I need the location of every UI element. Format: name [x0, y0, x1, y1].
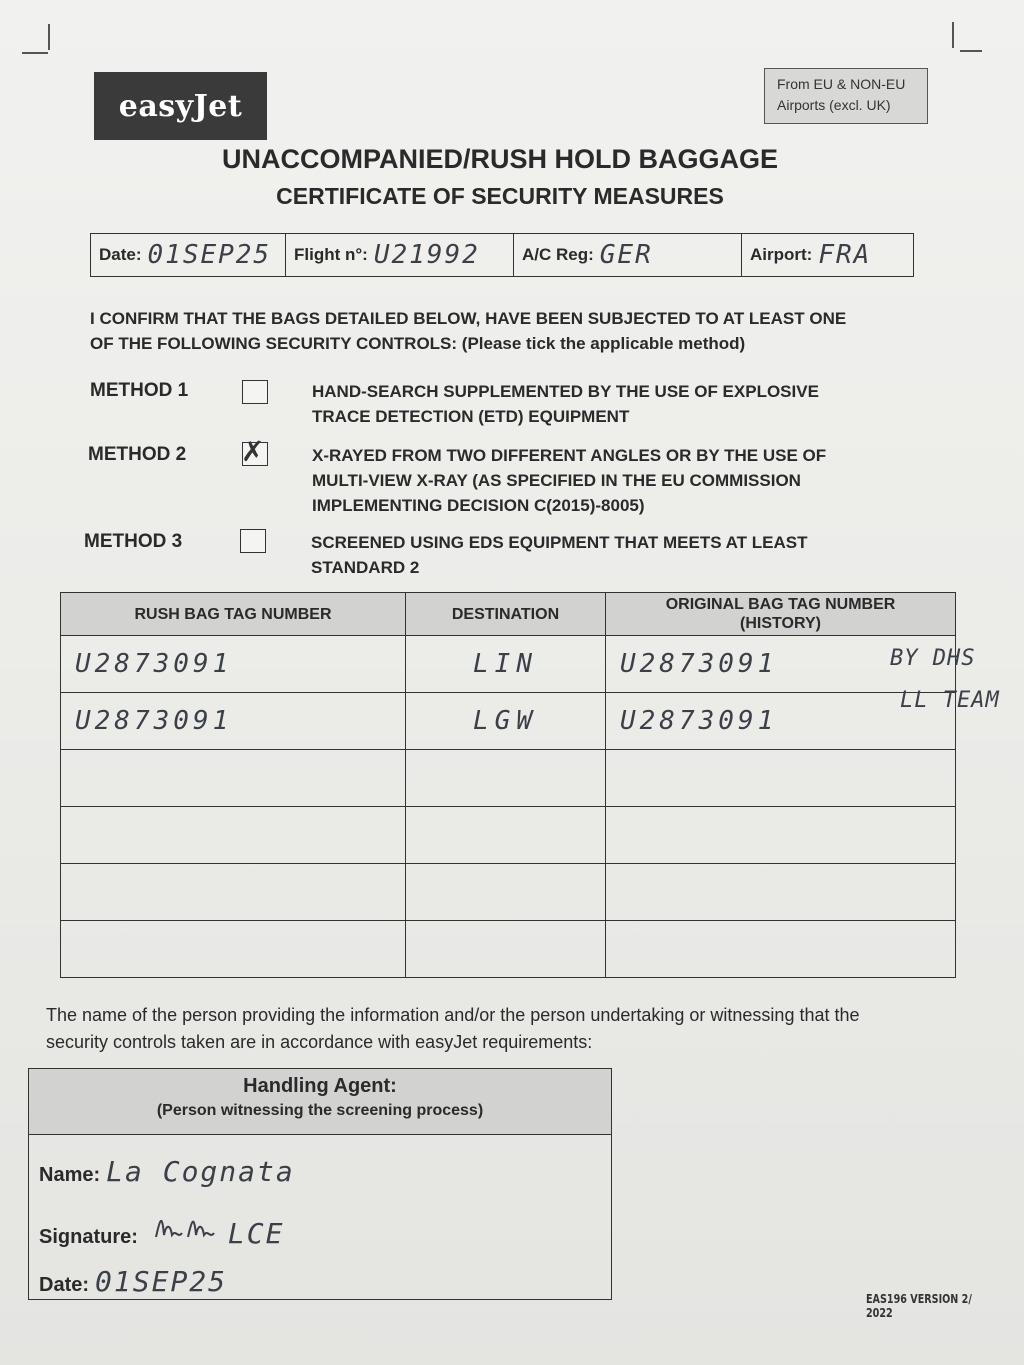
table-row	[61, 864, 956, 921]
document-subtitle: CERTIFICATE OF SECURITY MEASURES	[276, 183, 724, 209]
signature-icon	[152, 1209, 222, 1243]
statement-line-1: The name of the person providing the information and/or the person undertaking or witnessing that the	[46, 1005, 860, 1025]
method-2-label: METHOD 2	[88, 444, 187, 465]
reg-label: A/C Reg:	[522, 245, 594, 264]
rush-tag-cell	[61, 921, 406, 978]
table-row	[61, 807, 956, 864]
agent-date-value: 01SEP25	[95, 1265, 228, 1298]
scope-line-2: Airports (excl. UK)	[777, 97, 891, 113]
method-1-desc-line-1: HAND-SEARCH SUPPLEMENTED BY THE USE OF EXPLOSIVE	[312, 382, 819, 401]
signature-scribble	[152, 1209, 222, 1249]
form-version: EAS196 VERSION 2/ 2022	[866, 1292, 972, 1320]
agent-date-label: Date:	[39, 1274, 90, 1296]
confirm-line-1: I CONFIRM THAT THE BAGS DETAILED BELOW, HAVE BEEN SUBJECTED TO AT LEAST ONE	[90, 309, 847, 328]
table-row	[61, 750, 956, 807]
method-3-desc-line-2: STANDARD 2	[311, 558, 420, 577]
margin-note-2: LL TEAM	[900, 688, 1000, 713]
rush-tag-cell	[61, 807, 406, 864]
column-header-destination: DESTINATION	[406, 593, 606, 636]
reg-value: GER	[599, 240, 653, 270]
confirm-line-2-text: OF THE FOLLOWING SECURITY CONTROLS:	[90, 334, 458, 353]
table-header-row	[61, 593, 956, 636]
easyjet-logo	[94, 72, 267, 140]
handling-agent-heading: Handling Agent:	[243, 1075, 397, 1097]
scope-box	[764, 68, 928, 124]
handling-agent-header	[29, 1069, 611, 1135]
method-2-desc-line-2: MULTI-VIEW X-RAY (AS SPECIFIED IN THE EU COMMISSION	[312, 471, 801, 490]
flight-label: Flight n°:	[294, 245, 368, 264]
method-3-description	[311, 530, 891, 580]
original-tag-cell	[606, 921, 956, 978]
rush-tag-cell	[61, 750, 406, 807]
destination-cell: LGW	[406, 693, 606, 750]
destination-cell: LIN	[406, 636, 606, 693]
agent-name-row	[39, 1155, 295, 1188]
destination-cell	[406, 807, 606, 864]
scope-line-1: From EU & NON-EU	[777, 76, 906, 92]
column-header-original-tag	[606, 593, 956, 636]
column-header-original-line-2: (HISTORY)	[740, 615, 821, 632]
date-label: Date:	[99, 245, 142, 264]
date-field	[91, 234, 286, 276]
table-row	[61, 636, 956, 693]
original-tag-cell: U2873091	[606, 693, 956, 750]
tick-mark-icon: ✗	[241, 435, 265, 468]
statement-line-2: security controls taken are in accordance with easyJet requirements:	[46, 1032, 593, 1052]
original-tag-cell	[606, 750, 956, 807]
method-2-description	[312, 443, 892, 518]
agent-signature-row	[39, 1209, 284, 1250]
method-1-description	[312, 379, 892, 429]
agent-signature-value: LCE	[227, 1217, 285, 1250]
destination-cell	[406, 921, 606, 978]
rush-tag-cell	[61, 864, 406, 921]
method-1-desc-line-2: TRACE DETECTION (ETD) EQUIPMENT	[312, 407, 630, 426]
method-1-checkbox[interactable]	[242, 380, 268, 404]
airport-value: FRA	[818, 240, 872, 270]
flight-info-bar	[90, 233, 914, 277]
method-3-desc-line-1: SCREENED USING EDS EQUIPMENT THAT MEETS AT LEAST	[311, 533, 808, 552]
airport-label: Airport:	[750, 245, 813, 264]
crop-mark	[952, 22, 954, 48]
agent-name-label: Name:	[39, 1164, 101, 1186]
crop-mark	[22, 52, 48, 54]
date-value: 01SEP25	[147, 240, 272, 270]
method-3-label: METHOD 3	[84, 531, 183, 552]
rush-tag-cell: U2873091	[61, 693, 406, 750]
margin-note-1: BY DHS	[890, 646, 976, 671]
agent-date-row	[39, 1265, 227, 1298]
airport-field	[742, 234, 912, 276]
agent-name-value: La Cognata	[106, 1155, 295, 1188]
flight-value: U21992	[373, 240, 480, 270]
handling-agent-subheading: (Person witnessing the screening process)	[156, 1102, 484, 1119]
confirm-line-2	[90, 331, 920, 356]
confirm-note: (Please tick the applicable method)	[461, 334, 746, 353]
original-tag-cell: U2873091	[606, 636, 956, 693]
method-3-checkbox[interactable]	[240, 529, 266, 553]
table-row	[61, 921, 956, 978]
flight-field	[286, 234, 514, 276]
reg-field	[514, 234, 742, 276]
original-tag-cell	[606, 807, 956, 864]
destination-cell	[406, 750, 606, 807]
crop-mark	[48, 24, 50, 50]
agent-signature-label: Signature:	[39, 1226, 138, 1248]
witness-statement	[46, 1002, 966, 1056]
rush-tag-cell: U2873091	[61, 636, 406, 693]
destination-cell	[406, 864, 606, 921]
original-tag-cell	[606, 864, 956, 921]
handling-agent-box	[28, 1068, 612, 1300]
table-row	[61, 693, 956, 750]
document-title: UNACCOMPANIED/RUSH HOLD BAGGAGE	[221, 144, 778, 174]
logo-text: easyJet	[118, 88, 243, 124]
confirmation-statement	[90, 306, 920, 356]
method-2-desc-line-1: X-RAYED FROM TWO DIFFERENT ANGLES OR BY THE USE OF	[312, 446, 827, 465]
bag-tag-table	[60, 592, 956, 978]
method-1-label: METHOD 1	[90, 380, 189, 401]
crop-mark	[960, 50, 982, 52]
method-2-checkbox[interactable]	[241, 435, 268, 468]
method-2-desc-line-3: IMPLEMENTING DECISION C(2015)-8005)	[312, 496, 645, 515]
column-header-original-line-1: ORIGINAL BAG TAG NUMBER	[665, 596, 896, 613]
column-header-rush-tag: RUSH BAG TAG NUMBER	[61, 593, 406, 636]
